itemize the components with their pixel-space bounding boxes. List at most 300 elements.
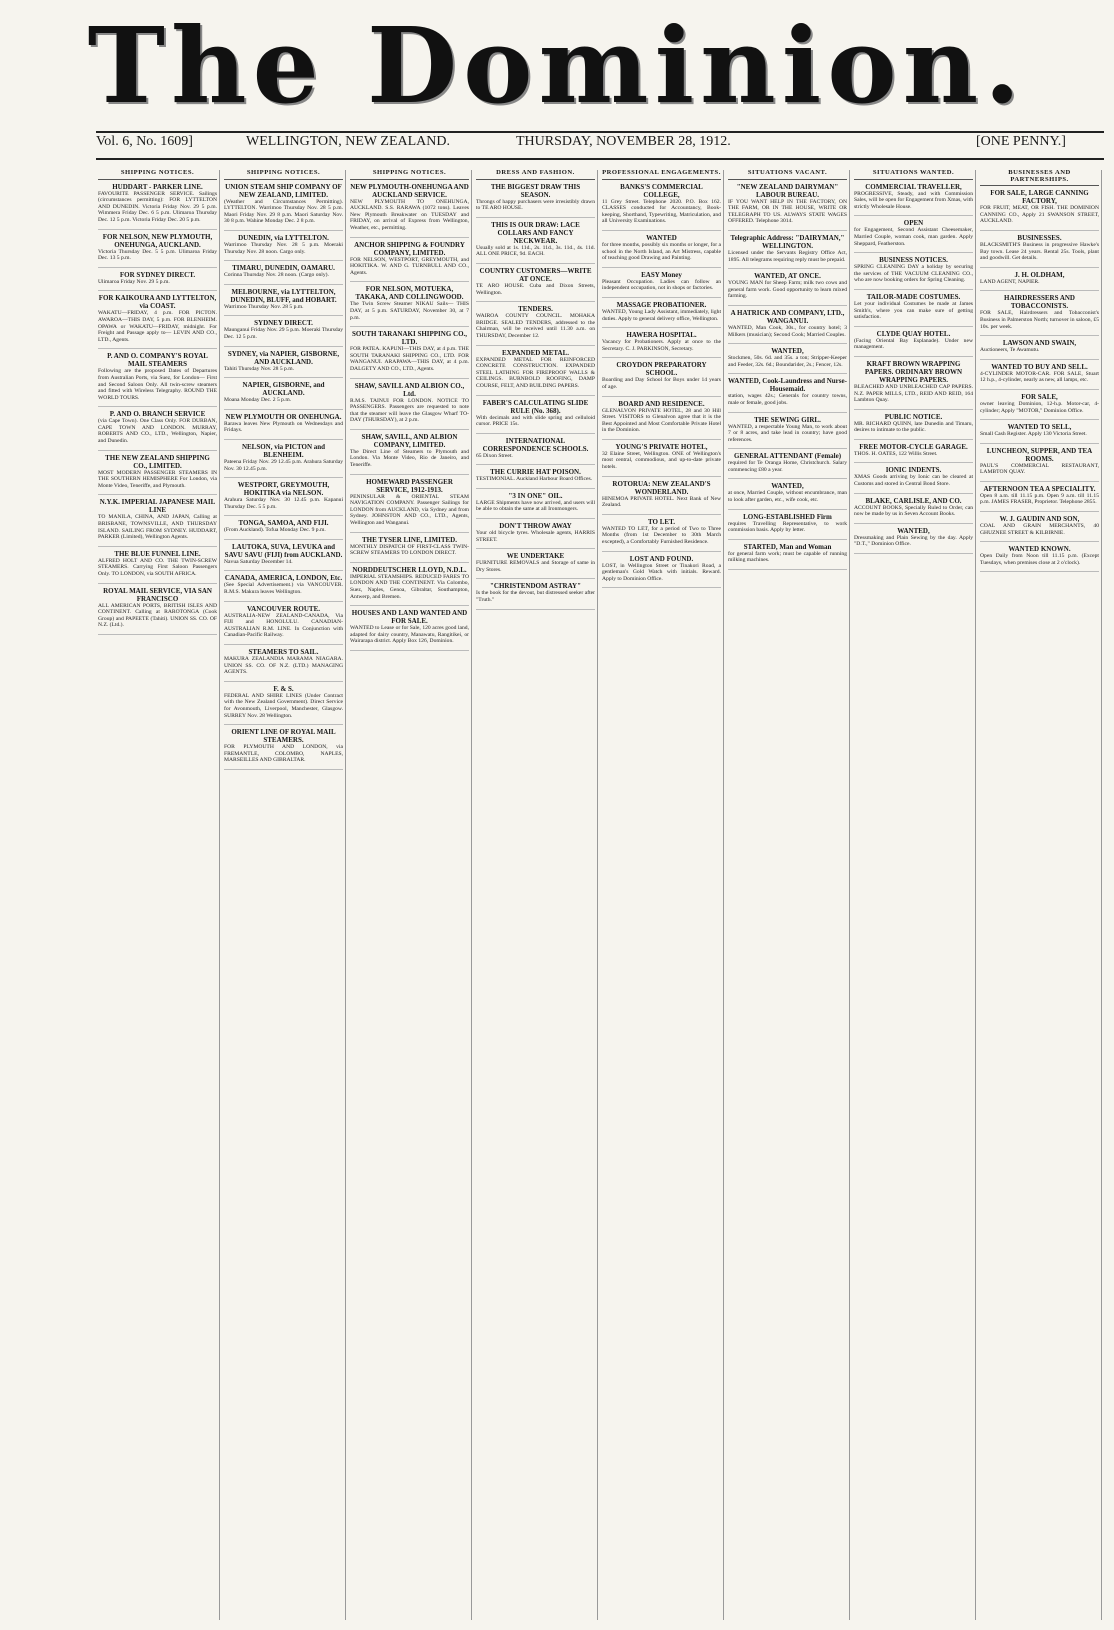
column-3 [348,170,472,1620]
advertisement-title: A HATRICK AND COMPANY, LTD., WANGANUI. [730,308,845,325]
advertisement-body: Auctioneers, Te Awamutu. [980,347,1040,354]
advertisement [602,361,721,396]
advertisement [476,522,595,549]
advertisement [350,609,469,651]
column-heading: SITUATIONS VACANT. [728,170,847,180]
advertisement-body: IF YOU WANT HELP IN THE FACTORY, ON THE FARM, OR IN THE HOUSE, WRITE OR TELEGRAPH TO US. ALWAYS STATE WAGES OFFERED. Telephone 3014. [728,198,847,225]
advertisement-title: HAWERA HOSPITAL. [626,331,697,340]
masthead [0,0,1114,150]
column-heading: SHIPPING NOTICES. [98,170,217,180]
advertisement [224,264,343,285]
advertisement [602,331,721,358]
advertisement-title: FOR NELSON, MOTUEKA, TAKAKA, AND COLLINGWOOD. [355,285,464,302]
advertisement [854,183,973,217]
column-heading: SITUATIONS WANTED. [854,170,973,180]
column-heading: DRESS AND FASHION. [476,170,595,180]
column-heading: PROFESSIONAL ENGAGEMENTS. [602,170,721,180]
advertisement [224,443,343,478]
advertisement-body: Dressmaking and Plain Sewing by the day. Apply "D.T.," Dominion Office. [854,534,973,548]
advertisement-title: DON'T THROW AWAY [499,522,572,531]
advertisement [728,377,847,412]
advertisement-body: WANTED, Young Lady Assistant, immediately, light duties. Apply to general delivery office, Wellington. [602,308,721,322]
advertisement [854,497,973,524]
advertisement [224,519,343,540]
advertisement-body: Vacancy for Probationers. Apply at once to the Secretary. C. J. PARKINSON, Secretary. [602,339,721,352]
advertisement-body: The Twin Screw Steamer NIKAU Sails— THIS DAY, at 5 p.m. SATURDAY, November 30, at 7 p.m. [350,301,469,321]
column-heading: SHIPPING NOTICES. [224,170,343,180]
advertisement [980,234,1099,268]
advertisement-body: (Facing Oriental Bay Esplanade). Under new management. [854,337,973,351]
advertisement-title: P. AND O. COMPANY'S ROYAL MAIL STEAMERS [107,352,208,369]
column-4 [474,170,598,1620]
advertisement-title: WANTED TO BUY AND SELL. [991,362,1088,371]
advertisement [854,219,973,253]
advertisement-body: requires Travelling Representative, to work commission basis. Apply by letter. [728,520,847,534]
advertisement-title: LAWSON AND SWAIN, [1002,339,1077,348]
advertisement [980,189,1099,231]
advertisement [350,285,469,327]
advertisement-body: for three months, possibly six months or longer, for a school in the North Island, an Art Mistress, capable of teaching good Drawing and Painting. [602,241,721,262]
volume-number: Vol. 6, No. 1609] [96,134,193,149]
advertisement-title: WANTED TO SELL, [1007,423,1072,432]
advertisement [476,399,595,434]
column-8 [978,170,1102,1620]
advertisement-body: BLEACHED AND UNBLEACHED CAP PAPERS. N.Z. PAPER MILLS, LTD., REID AND REID, 164 Lambton Quay. [854,383,973,404]
advertisement [980,447,1099,482]
advertisement-title: SYDNEY, via NAPIER, GISBORNE, AND AUCKLAND. [227,349,340,366]
advertisement-title: UNION STEAM SHIP COMPANY OF NEW ZEALAND, LIMITED. [225,182,342,199]
advertisement-body: WANTED, Man Cook, 30s., for country hotel; 3 Milkers (musician); Second Cook; Married Couples. [728,324,847,338]
advertisement-title: "NEW ZEALAND DAIRYMAN" LABOUR BUREAU. [736,182,839,199]
advertisement [224,728,343,770]
advertisement-title: BANKS'S COMMERCIAL COLLEGE, [620,182,703,199]
advertisement-title: DUNEDIN, via LYTTELTON. [238,233,329,242]
advertisement-title: FREE MOTOR-CYCLE GARAGE. [859,442,968,451]
advertisement-body: 65 Dixon Street. [476,452,513,459]
advertisement [728,416,847,450]
advertisement [602,183,721,231]
advertisement-body: Throngs of happy purchasers were irresistibly drawn to TE ARO HOUSE. [476,198,595,212]
advertisement-title: THIS IS OUR DRAW: LACE COLLARS AND FANCY NECKWEAR. [491,220,580,245]
advertisement-body: FEDERAL AND SHIRE LINES (Under Contract with the New Zealand Government). Direct Service for Avonmouth, Liverpool, Manchester, Glasgow. SURREY Nov. 28 Wellington. [224,692,343,719]
publication-date: THURSDAY, NOVEMBER 28, 1912. [516,134,731,149]
advertisement-body: Let your individual Costumes be made at James Smith's, where you can make sure of getting satisfaction. [854,300,973,321]
advertisement [980,515,1099,542]
advertisement [224,183,343,231]
advertisement-title: COMMERCIAL TRAVELLER, [865,182,962,191]
advertisement-title: LAUTOKA, SUVA, LEVUKA and SAVU SAVU (FIJI) from AUCKLAND. [224,542,343,559]
advertisement [224,574,343,601]
advertisement [602,301,721,328]
advertisement-body: Warrimoo Thursday Nov. 28 5 p.m. [224,303,304,310]
advertisement [728,272,847,306]
advertisement-title: COUNTRY CUSTOMERS—WRITE AT ONCE. [479,266,592,283]
advertisement [602,443,721,477]
advertisement-body: Pleasant Occupation. Ladies can follow an independent occupation, not in shops or factories. [602,278,721,292]
advertisement-body: SPRING CLEANING DAY a holiday by securing the services of THE VACUUM CLEANING CO., who are now booking orders for Spring Cleaning. [854,264,973,284]
advertisement-body: Small Cash Register. Apply 130 Victoria Street. [980,431,1087,438]
advertisement [980,271,1099,292]
advertisement-title: TAILOR-MADE COSTUMES. [866,292,961,301]
advertisement-body: 4-CYLINDER MOTOR-CAR. FOR SALE, Stuart 12 h.p., 4-cylinder, nearly as new, all lamps, etc. [980,370,1099,384]
advertisement-body: FOR PATEA. KAPUNI—THIS DAY, at 4 p.m. THE SOUTH TARANAKI SHIPPING CO., LTD. FOR WANGANUI. ARAPAWA—THIS DAY, at 4 p.m. DALGETY AND CO., LTD., Agents. [350,346,469,372]
advertisement [98,294,217,349]
advertisement-title: SHAW, SAVILL AND ALBION CO., Ltd. [354,381,465,398]
advertisement [224,288,343,317]
advertisement-title: KRAFT BROWN WRAPPING PAPERS. ORDINARY BROWN WRAPPING PAPERS. [864,359,963,384]
column-2 [222,170,346,1620]
advertisement-body: R.M.S. TAINUI FOR LONDON. NOTICE TO PASSENGERS. Passengers are requested to note that the steamer will leave the Glasgow Wharf TO-DAY (THURSDAY), at 2 p.m. [350,397,469,424]
advertisement [728,513,847,540]
advertisement [224,605,343,645]
advertisement-body: station, wages 42s.; Generals for country towns, male or female, good jobs. [728,393,847,406]
advertisement-title: LUNCHEON, SUPPER, AND TEA ROOMS. [986,446,1093,463]
advertisement-body: Usually sold at 1s. 11d., 2s. 11d., 3s. 11d., 4s. 11d. ALL ONE PRICE, 9d. EACH. [476,244,595,258]
advertisement-body: (See Special Advertisement.) via VANCOUVER. R.M.S. Makura leaves Wellington. [224,582,343,596]
columns [96,170,1104,1620]
advertisement [854,330,973,357]
advertisement-title: WANTED, Cook-Laundress and Nurse-Housemaid. [728,377,847,394]
advertisement-title: "CHRISTENDOM ASTRAY" [490,582,581,591]
advertisement [980,485,1099,512]
advertisement-title: WANTED, [771,482,804,491]
advertisement-body: ACCOUNT BOOKS, Specially Ruled to Order, can now be made by us in Seven Account Books. [854,504,973,518]
advertisement [854,360,973,410]
advertisement-title: GENERAL ATTENDANT (Female) [733,452,842,461]
advertisement [728,543,847,570]
column-1 [96,170,220,1620]
advertisement [224,543,343,572]
advertisement-title: BUSINESSES. [1017,233,1062,242]
place-of-publication: WELLINGTON, NEW ZEALAND. [246,134,450,149]
advertisement-title: F. & S. [273,684,294,693]
advertisement-title: WANTED, AT ONCE. [754,272,821,281]
advertisement-title: HUDDART - PARKER LINE. [112,182,203,191]
advertisement-body: for general farm work; must be capable of running milking machines. [728,550,847,564]
advertisement-body: WANTED, a respectable Young Man, to work about 7 or 8 acres, and take lead in country; have good references. [728,423,847,443]
advertisement-title: BLAKE, CARLISLE, AND CO. [865,496,962,505]
advertisement [980,363,1099,390]
advertisement-body: YOUNG MAN for Sheep Farm; milk two cows and general farm work. Good opportunity to learn mixed farming. [728,280,847,300]
advertisement [476,305,595,345]
advertisement-body: NEW PLYMOUTH TO ONEHUNGA, AUCKLAND. S.S. RARAWA (1072 tons). Leaves New Plymouth Breakwater on TUESDAY and FRIDAY, on arrival of Express from Wellington, Weather, etc., permitting. [350,198,469,231]
advertisement [350,536,469,563]
advertisement-body: Is the book for the devout, but distressed seeker after "Truth." [476,590,595,604]
advertisement-body: Moana Monday Dec. 2 5 p.m. [224,397,292,404]
advertisement-title: ROYAL MAIL SERVICE, VIA SAN FRANCISCO [103,586,212,603]
advertisement-title: Telegraphic Address: "DAIRYMAN," WELLINGTON. [730,233,845,250]
advertisement [980,545,1099,572]
advertisement-body: WANTED TO LET, for a period of Two to Three Months (from 1st December to 30th March excepted), a Comfortably Furnished Residence. [602,525,721,546]
advertisement-body: PROGRESSIVE, Steady, and with Commission Sales, will be open for Engagement from Xmas, with strictly Wholesale House. [854,190,973,210]
advertisement-title: EASY Money [641,270,682,279]
advertisement-body: TESTIMONIAL. Auckland Harbour Board Offices. [476,476,593,483]
advertisement [602,271,721,298]
advertisement-title: LOST AND FOUND. [629,554,694,563]
advertisement-body: Ulimaroa Friday Nov. 29 5 p.m. [98,278,170,285]
advertisement [98,233,217,268]
advertisement-body: IMPERIAL STEAMSHIPS. REDUCED FARES TO LONDON AND THE CONTINENT. Via Colombo, Suez, Naples, Genoa, Gibraltar, Southampton, Antwerp, and Bremen. [350,573,469,600]
advertisement [98,183,217,230]
advertisement-body: TE ARO HOUSE. Cuba and Dixon Streets, Wellington. [476,282,595,296]
advertisement-title: OPEN [903,219,924,228]
advertisement-title: EXPANDED METAL. [501,348,570,357]
advertisement-body: Following are the proposed Dates of Departures from Australian Ports, via Suez, for London— First and Second Saloon Only. All twin-screw steamers and fitted with Wireless Telegraphy. ROUND THE WORLD TOURS. [98,368,217,401]
advertisement [854,256,973,290]
advertisement-title: ORIENT LINE OF ROYAL MAIL STEAMERS. [231,728,336,745]
advertisement-title: HOUSES AND LAND WANTED AND FOR SALE. [351,609,468,626]
advertisement [476,492,595,519]
advertisement-body: MAKURA ZEALANDIA MARAMA NIAGARA. UNION SS. CO. OF N.Z. (LTD.) MANAGING AGENTS. [224,656,343,676]
advertisement-title: THE NEW ZEALAND SHIPPING CO., LIMITED. [105,453,210,470]
advertisement-title: SYDNEY DIRECT. [254,319,313,328]
advertisement-title: TENDERS. [518,305,553,314]
advertisement-body: AUSTRALIA-NEW ZEALAND-CANADA, Via FIJI and HONOLULU. CANADIAN-AUSTRALIAN R.M. LINE. In Conjunction with Canadian-Pacific Railway. [224,612,343,639]
newspaper-title: The Dominion. [87,4,1027,127]
advertisement-body: Rarawa leaves New Plymouth on Wednesdays and Fridays. [224,420,343,434]
advertisement-body: WAIROA COUNTY COUNCIL. MOHAKA BRIDGE. SEALED TENDERS, addressed to the Chairman, will be received until 11.30 a.m. on THURSDAY, December 12. [476,313,595,339]
advertisement-title: FABER'S CALCULATING SLIDE RULE (No. 368). [482,398,589,415]
advertisement-body: 11 Grey Street. Telephone 2020. P.O. Box 162. CLASSES conducted for Accountancy, Book-keeping, Shorthand, Typewriting, Matriculation, and all University Examinations. [602,198,721,225]
advertisement-title: ANCHOR SHIPPING & FOUNDRY COMPANY, LIMITED. [354,240,465,257]
advertisement-title: FOR SYDNEY DIRECT. [119,270,196,279]
advertisement-body: (From Auckland). Tofua Monday Dec. 9 p.m. [224,527,326,534]
advertisement [224,413,343,440]
top-rule [96,131,1104,133]
advertisement-title: FOR SALE, [1021,392,1058,401]
advertisement-title: HOMEWARD PASSENGER SERVICE, 1912-1913. [366,477,453,494]
price: [ONE PENNY.] [976,134,1066,149]
advertisement [854,443,973,464]
advertisement-body: XMAS Goods arriving by Ionic can be cleared at Customs and stored in Central Bond Store. [854,474,973,488]
advertisement [350,183,469,238]
advertisement-body: FURNITURE REMOVALS and Storage of same in Dry Stores. [476,560,595,573]
advertisement [350,566,469,606]
advertisement [350,382,469,430]
advertisement-title: WANTED [646,233,677,242]
advertisement-body: WAKATU—FRIDAY, 4 p.m. FOR PICTON. AWAROA—THIS DAY, 5 p.m. FOR BLENHEIM. OPAWA or WAKATU—FRIDAY, midnight. For Freight and Passage apply to— LEVIN AND CO., LTD., Agents. [98,310,217,343]
advertisement-title: IONIC INDENTS. [885,466,942,475]
advertisement-body: GLENALVON PRIVATE HOTEL, 28 and 30 Hill Street. VISITORS to Glenalvon agree that it is the Best Appointed and Most Comfortable Private Hotel in the Dominion. [602,407,721,434]
advertisement-body: 32 Elaine Street, Wellington. ONE of Wellington's most central, commodious, and up-to-date private hotels. [602,450,721,471]
advertisement-body: Licensed under the Servants Registry Office Act, 1895. All telegrams requiring reply must be prepaid. [728,249,847,263]
advertisement [476,183,595,218]
advertisement [98,498,217,546]
advertisement [224,481,343,516]
advertisement-body: ALFRED HOLT AND CO. THE TWIN-SCREW STEAMERS. Carrying First Saloon Passengers Only. TO LONDON, via SOUTH AFRICA. [98,557,217,577]
advertisement-body: LAND AGENT, NAPIER. [980,278,1040,285]
advertisement-title: AFTERNOON TEA A SPECIALITY. [983,484,1096,493]
advertisement [728,482,847,509]
advertisement-body: for Engagement, Second Assistant Cheesemaker, Married Couple, woman cook, man garden. Apply Sheppard, Featherston. [854,227,973,247]
advertisement-title: P. AND O. BRANCH SERVICE [109,410,206,419]
advertisement-title: FOR KAIKOURA AND LYTTELTON, via COAST. [98,294,217,311]
advertisement-body: LARGE Shipments have now arrived, and users will be able to obtain the same at all Ironmongers. [476,499,595,513]
advertisement-title: FOR SALE, LARGE CANNING FACTORY, [990,189,1089,206]
advertisement [350,330,469,378]
advertisement [476,437,595,466]
advertisement-title: WANTED KNOWN. [1008,545,1071,554]
advertisement-title: INTERNATIONAL CORRESPONDENCE SCHOOLS. [482,436,589,453]
advertisement-title: WESTPORT, GREYMOUTH, HOKITIKA via NELSON. [237,481,330,498]
advertisement-body: Open 8 a.m. till 11.15 p.m. Open 9 a.m. till 11.15 p.m. JAMES FRASER, Proprietor. Telephone 2855. [980,492,1099,506]
advertisement-title: VANCOUVER ROUTE. [247,604,320,613]
advertisement-body: THOS. H. OATES, 122 Willis Street. [854,450,938,457]
advertisement-title: LONG-ESTABLISHED Firm [743,512,832,521]
advertisement [224,319,343,346]
advertisement [728,234,847,269]
advertisement-title: ROTORUA: NEW ZEALAND'S WONDERLAND. [612,479,711,496]
advertisement-title: YOUNG'S PRIVATE HOTEL, [615,442,708,451]
advertisement-body: The Direct Line of Steamers to Plymouth and London. Via Monte Video, Rio de Janeiro, and Teneriffe. [350,448,469,469]
advertisement-body: Victoria Thursday Dec. 5 5 p.m. Ulimaroa Friday Dec. 13 5 p.m. [98,248,217,262]
advertisement-body: required for Te Oranga Home, Christchurch. Salary commencing £80 a year. [728,460,847,473]
advertisement-title: CROYDON PREPARATORY SCHOOL. [616,361,707,378]
advertisement-title: STARTED, Man and Woman [743,542,832,551]
advertisement [476,267,595,302]
advertisement-title: THE BIGGEST DRAW THIS SEASON. [490,182,581,199]
advertisement-title: TO LET. [648,517,675,526]
advertisement-body: Boarding and Day School for Boys under 14 years of age. [602,377,721,390]
advertisement [350,433,469,475]
advertisement-title: CLYDE QUAY HOTEL. [876,329,951,338]
advertisement-title: THE SEWING GIRL. [754,415,821,424]
advertisement [854,413,973,440]
column-6 [726,170,850,1620]
advertisement-body: With decimals and with slide spring and celluloid cursor. PRICE 15s. [476,414,595,428]
advertisement-title: PUBLIC NOTICE. [884,412,943,421]
advertisement-body: Navua Saturday December 14. [224,558,293,565]
advertisement-body: FOR PLYMOUTH AND LONDON, via FREMANTLE, COLOMBO, NAPLES, MARSEILLES AND GIBRALTAR. [224,744,343,764]
advertisement [98,352,217,407]
advertisement-body: MONTHLY DISPATCH OF FIRST-CLASS TWIN-SCREW STEAMERS TO LONDON DIRECT. [350,543,469,557]
advertisement [476,468,595,489]
advertisement [854,527,973,554]
advertisement-title: WANTED, [771,347,804,356]
advertisement [476,349,595,396]
advertisement-title: WANTED, [897,526,930,535]
advertisement-body: LOST, in Wellington Street or Tinakori Road, a gentleman's Gold Watch with initials. Reward. Apply to Dominion Office. [602,562,721,582]
advertisement [98,550,217,584]
advertisement-title: BUSINESS NOTICES. [879,256,948,265]
advertisement [728,452,847,479]
advertisement-title: THE BLUE FUNNEL LINE. [114,549,201,558]
advertisement-body: MR. RICHARD QUINN, late Dunedin and Timaru, desires to intimate to the public. [854,420,973,434]
advertisement-body: Corinna Thursday Nov. 28 noon. (Cargo only). [224,272,329,279]
advertisement-body: Tahiti Thursday Nov. 28 5 p.m. [224,365,294,372]
advertisement-title: J. H. OLDHAM, [1014,270,1065,279]
bottom-rule [96,158,1104,160]
advertisement-title: NAPIER, GISBORNE, and AUCKLAND. [242,381,325,398]
advertisement [476,552,595,579]
advertisement [602,518,721,552]
advertisement-body: Maunganui Friday Nov. 29 5 p.m. Moeraki Thursday Dec. 12 5 p.m. [224,327,343,340]
advertisement-body: FOR SALE, Hairdressers and Tobacconist's Business in Palmerston North; turnover in saloon, £5 10s. per week. [980,310,1099,330]
advertisement-body: FOR FRUIT, MEAT, OR FISH. THE DOMINION CANNING CO., Apply 21 SWANSON STREET, AUCKLAND. [980,205,1099,225]
advertisement [350,478,469,533]
advertisement-title: N.Y.K. IMPERIAL JAPANESE MAIL LINE [99,498,216,515]
advertisement-body: WANTED to Lease or for Sale, 120 acres good land, adapted for dairy country, Manawatu, Rangitikei, or Wairarapa district. Apply Box 126, Dominion. [350,625,469,645]
advertisement-title: FOR NELSON, NEW PLYMOUTH, ONEHUNGA, AUCKLAND. [102,232,213,249]
advertisement-body: MOST MODERN PASSENGER STEAMERS IN THE SOUTHERN HEMISPHERE For London, via Monte Video, Teneriffe, and Plymouth. [98,469,217,489]
advertisement-title: MELBOURNE, via LYTTELTON, DUNEDIN, BLUFF, and HOBART. [230,287,337,304]
advertisement [980,423,1099,444]
advertisement-body: Pateena Friday Nov. 29 12.45 p.m. Arahura Saturday Nov. 30 12.45 p.m. [224,458,343,472]
advertisement [98,587,217,635]
advertisement [980,393,1099,420]
advertisement-body: Open Daily from Noon till 11.15 p.m. (Except Tuesdays, when premises close at 2 o'clock). [980,553,1099,566]
advertisement [728,309,847,344]
advertisement-title: HAIRDRESSERS AND TOBACCONISTS. [1004,294,1075,311]
column-5 [600,170,724,1620]
advertisement [98,410,217,450]
advertisement-body: (via Cape Town). One Class Only. FOR DURBAN, CAPE TOWN AND LONDON. MURRAY, ROBERTS AND CO., LTD., Wellington, Napier, and Dunedin. [98,418,217,445]
advertisement-title: NELSON, via PICTON and BLENHEIM. [241,442,326,459]
advertisement [854,293,973,327]
advertisement [728,347,847,374]
advertisement-body: at once, Married Couple, without encumbrance, man to look after garden, etc., wife cook, etc. [728,490,847,504]
advertisement-body: PAUL'S COMMERCIAL RESTAURANT, LAMBTON QUAY. [980,462,1099,476]
advertisement [602,555,721,589]
advertisement-title: BOARD AND RESIDENCE. [618,399,705,408]
advertisement-title: NORDDEUTSCHER LLOYD, N.D.L. [352,565,467,574]
advertisement [854,466,973,493]
advertisement [224,234,343,261]
advertisement-body: BLACKSMITH'S Business in progressive Hawke's Bay town. Lease 24 years. Rental 25s. Tools, plant and goodwill. Get details. [980,241,1099,262]
advertisement-body: Your old bicycle tyres. Wholesale agents, HARRIS STREET. [476,530,595,543]
advertisement-body: owner leaving Dominion, 12-h.p. Motor-car, 4-cylinder; Apply "MOTOR," Dominion Office. [980,400,1099,414]
advertisement-body: Stockmen, 50s. 6d. and 35s. a ton; Stripper-Keeper and Feeder, 32s. 6d.; Boundarider, 2s.; Fencer, 12s. [728,355,847,368]
advertisement [350,241,469,283]
advertisement-title: W. J. GAUDIN AND SON, [999,515,1080,524]
advertisement-body: FOR NELSON, WESTPORT, GREYMOUTH, and HOKITIKA. W. AND G. TURNBULL AND CO., Agents. [350,256,469,276]
advertisement [602,400,721,440]
advertisement [728,183,847,231]
advertisement-title: SHAW, SAVILL, AND ALBION COMPANY, LIMITED. [361,432,458,449]
advertisement-title: NEW PLYMOUTH OR ONEHUNGA. [225,412,342,421]
advertisement [980,294,1099,336]
advertisement-title: CANADA, AMERICA, LONDON, Etc. [224,574,343,583]
advertisement-title: MASSAGE PROBATIONER. [616,300,707,309]
advertisement-title: WE UNDERTAKE [506,552,565,561]
advertisement-body: FAVOURITE PASSENGER SERVICE. Sailings (circumstances permitting): FOR LYTTELTON AND DUNEDIN. Victoria Friday Nov. 29 5 p.m. Wimmera Friday Dec. 6 5 p.m. Ulimaroa Thursday Dec. 12 5 p.m. Victoria Friday Dec. 20 5 p.m. [98,190,217,223]
advertisement [602,234,721,268]
advertisement-title: THE CURRIE HAT POISON. [490,468,581,477]
advertisement-body: PENINSULAR & ORIENTAL STEAM NAVIGATION COMPANY. Passenger Sailings for LONDON from AUCKLAND, via Sydney and from Sydney. JOHNSTON AND CO., LTD., Agents, Wellington and Wanganui. [350,493,469,527]
column-7 [852,170,976,1620]
advertisement [224,381,343,410]
advertisement [224,685,343,725]
advertisement-body: (Weather and Circumstances Permitting). LYTTELTON. Warrimoo Thursday Nov. 28 5 p.m. Maori Friday Nov. 29 8 p.m. Maori Saturday Nov. 30 8 p.m. Wahine Monday Dec. 2 8 p.m. [224,198,343,225]
advertisement [224,350,343,379]
advertisement-title: TIMARU, DUNEDIN, OAMARU. [232,264,335,273]
advertisement-body: TO MANILA, CHINA, AND JAPAN, Calling at BRISBANE, TOWNSVILLE, AND THURSDAY ISLAND. SAILING FROM SYDNEY. HUDDART, PARKER (Limited), Wellington Agents. [98,514,217,541]
advertisement [980,339,1099,360]
advertisement-title: STEAMERS TO SAIL. [248,648,319,657]
advertisement [98,271,217,292]
advertisement-title: NEW PLYMOUTH-ONEHUNGA AND AUCKLAND SERVICE. [350,182,469,199]
advertisement-title: THE TYSER LINE, LIMITED. [362,535,457,544]
advertisement [602,480,721,515]
advertisement-body: COAL AND GRAIN MERCHANTS, 40 GHUZNEE STREET & KILBIRNIE. [980,523,1099,536]
dateline [96,134,1096,154]
advertisement-body: Arahura Saturday Nov. 30 12.45 p.m. Kapanui Thursday Dec. 5 5 p.m. [224,497,343,510]
advertisement-body: ALL AMERICAN PORTS, BRITISH ISLES AND CONTINENT. Calling at RAROTONGA (Cook Group) and PAPEETE (Tahiti). UNION SS. CO. OF N.Z. (Ltd.). [98,602,217,629]
advertisement-body: HINEMOA PRIVATE HOTEL. Next Bank of New Zealand. [602,495,721,509]
column-heading: BUSINESSES AND PARTNERSHIPS. [980,170,1099,186]
advertisement [476,221,595,264]
advertisement [224,648,343,682]
